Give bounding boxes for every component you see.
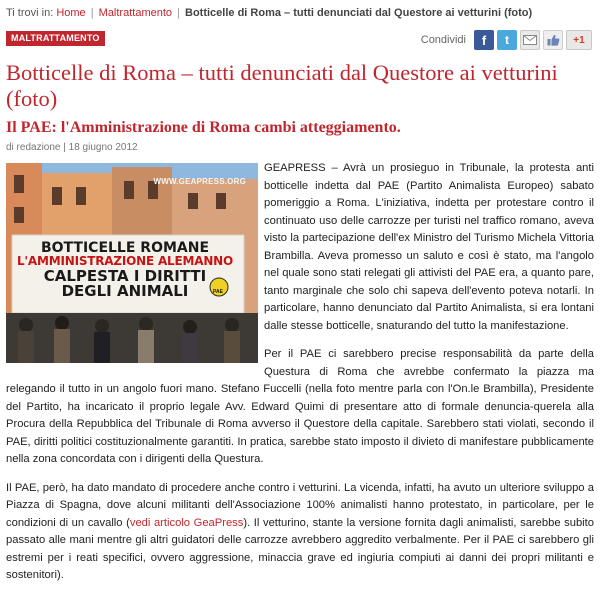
twitter-share-button[interactable] <box>497 30 517 50</box>
geapress-article-link[interactable]: vedi articolo GeaPress <box>129 516 244 529</box>
article-body <box>6 160 594 596</box>
breadcrumb-prefix: Ti trovi in: <box>6 7 54 19</box>
article-paragraph <box>6 480 594 585</box>
breadcrumb-home-link[interactable]: Home <box>56 7 86 19</box>
facebook-share-button[interactable] <box>474 30 494 50</box>
paragraph-text: Il PAE, però, ha dato mandato di procedere anche contro i vetturini. La vicenda, infatti, ha avuto un ulteriore sviluppo a Piazza di Spagna, dove alcuni militanti dell'Associazione 100% animalisti hanno protestato, in particolare, per le condizioni di un cavallo ( <box>6 481 594 529</box>
banner-line: L'AMMINISTRAZIONE ALEMANNO <box>16 254 234 269</box>
category-badge[interactable]: MALTRATTAMENTO <box>6 31 105 46</box>
article-meta <box>6 142 138 153</box>
mail-icon <box>523 35 537 45</box>
share-bar <box>421 30 592 50</box>
meta-separator: | <box>63 142 69 153</box>
like-share-button[interactable] <box>543 30 563 50</box>
twitter-icon: t <box>505 33 509 47</box>
email-share-button[interactable] <box>520 30 540 50</box>
article-title: Botticelle di Roma – tutti denunciati dal Questore ai vetturini (foto) <box>6 60 558 111</box>
facebook-icon: f <box>481 32 487 48</box>
share-label: Condividi <box>420 34 466 46</box>
breadcrumb-category-link[interactable]: Maltrattamento <box>98 7 173 19</box>
thumbs-up-icon <box>547 34 560 46</box>
article-author: di redazione <box>6 142 61 153</box>
breadcrumb <box>6 7 532 19</box>
banner-logo-text: PAE <box>213 289 223 295</box>
breadcrumb-separator: | <box>90 7 94 19</box>
photo-watermark: WWW.GEAPRESS.ORG <box>153 177 246 186</box>
breadcrumb-current: Botticelle di Roma – tutti denunciati dal Questore ai vetturini (foto) <box>185 7 533 19</box>
breadcrumb-separator: | <box>177 7 180 19</box>
banner-line: CALPESTA I DIRITTI <box>43 266 207 285</box>
paragraph-text: ). Il vetturino, stante la versione fornita dagli animalisti, sarebbe subito passato alle mani mentre gli altri guidatori delle carrozze avrebbero aggredito verbalmente. Per il PAE ci sarebbero gli estremi per i reati specifici, ovvero aggressione, minaccia grave ed ingiuria compiuti ai danni dei propri militanti e sostenitori). <box>6 516 594 581</box>
photo-float-spacer <box>6 160 264 364</box>
article-date: 18 giugno 2012 <box>68 142 138 153</box>
article-paragraph: GEAPRESS – Avrà un prosieguo in Tribunale, la protesta anti botticelle indetta dal PAE (Partito Animalista Europeo) sabato pomeriggio a Roma. L'iniziativa, indetta per protestare contro il continuato uso delle carrozze per turisti nel traffico romano, aveva visto la partecipazione dell'ex Ministro del Turismo Michela Vittoria Brambilla. Aveva promesso un saluto e così è stato, ma l'angolo nel quale sono stati relegati gli attivisti del PAE era, a quanto pare, tanto marginale che solo chi sapeva dell'evento poteva notarli. In particolare, hanno denunciato dal Partito Animalista, si era lontani dalle stesse botticelle, snaturando del tutto la manifestazione. <box>264 162 594 332</box>
article-subtitle: Il PAE: l'Amministrazione di Roma cambi atteggiamento. <box>6 119 401 136</box>
google-plus-share-button[interactable] <box>566 30 592 50</box>
banner-line: DEGLI ANIMALI <box>61 281 189 300</box>
banner-line: BOTTICELLE ROMANE <box>40 240 210 256</box>
google-plus-icon: +1 <box>573 34 585 46</box>
article-paragraph: Per il PAE ci sarebbero precise responsabilità da parte della Questura di Roma che avrebbe confermato la piazza ma relegando il tutto in un angolo fuori mano. Stefano Fuccelli (nella foto mentre parla con l'On.le Brambilla), Presidente del Partito, ha incaricato il proprio legale Avv. Edward Quimi di presentare atto di formale denuncia-querela alla Procura della Repubblica del Tribunale di Roma avverso il Questore della capitale. Sarebbero stati violati, secondo il PAE, diritti politici costituzionalmente garantiti. In pratica, sarebbe stato imposto il divieto di manifestare pubblicamente nella zona concordata con i dirigenti della Questura. <box>6 348 594 465</box>
